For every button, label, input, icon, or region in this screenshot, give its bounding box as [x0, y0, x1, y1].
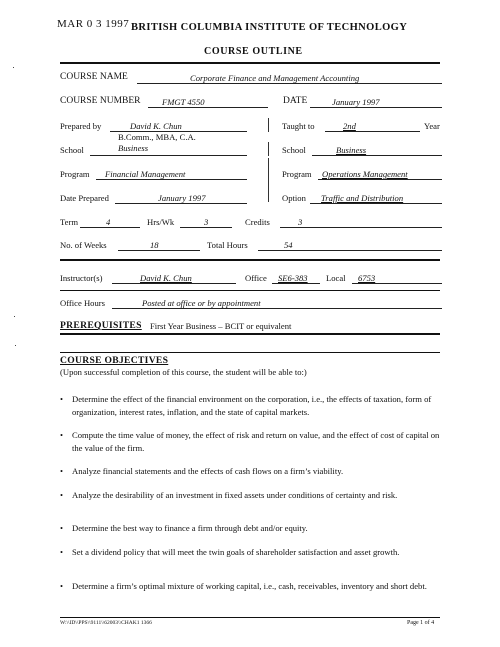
local-label: Local	[326, 273, 346, 283]
objective-text: Compute the time value of money, the effect of risk and return on value, and the effect of cost of capital on the value of the firm.	[72, 430, 440, 453]
objective-item	[60, 546, 440, 559]
hrs-wk-line	[180, 227, 232, 228]
credits-line	[280, 227, 442, 228]
prerequisites-text: First Year Business – BCIT or equivalent	[150, 321, 292, 331]
objective-text: Analyze the desirability of an investment in fixed assets under conditions of certainty and risk.	[72, 490, 398, 500]
objective-item	[60, 429, 440, 455]
school-line-left	[90, 155, 247, 156]
objective-text: Analyze financial statements and the effects of cash flows on a firm’s viability.	[72, 466, 344, 476]
office-label: Office	[245, 273, 267, 283]
objectives-title: COURSE OBJECTIVES	[60, 355, 169, 366]
date-prepared-line	[115, 203, 247, 204]
course-name-value: Corporate Finance and Management Accounting	[190, 73, 360, 83]
school-line-right	[312, 155, 442, 156]
column-divider	[268, 118, 269, 132]
office-line	[272, 283, 320, 284]
office-hours-line	[112, 308, 442, 309]
objective-item	[60, 580, 440, 593]
hrs-wk-value: 3	[204, 217, 209, 227]
objective-text: Determine a firm’s optimal mixture of working capital, i.e., cash, receivables, inventory and short debt.	[72, 581, 427, 591]
prerequisites-label: PREREQUISITES	[60, 320, 142, 331]
program-value-left: Financial Management	[105, 169, 186, 179]
total-hours-value: 54	[284, 240, 293, 250]
date-value: January 1997	[332, 97, 380, 107]
weeks-line	[118, 250, 200, 251]
prepared-by-credentials: B.Comm., MBA, C.A.	[118, 132, 196, 142]
date-line	[310, 107, 442, 108]
date-label: DATE	[283, 96, 308, 106]
option-value: Traffic and Distribution	[321, 193, 404, 203]
year-label: Year	[424, 121, 440, 131]
objective-text: Determine the effect of the financial environment on the corporation, i.e., the effects of taxation, form of organization, interest rates, inflation, and the state of capital markets.	[72, 394, 432, 417]
scan-speck	[14, 316, 15, 317]
section-rule	[60, 290, 440, 291]
bullet-icon: •	[60, 466, 64, 476]
objective-item	[60, 522, 440, 535]
bullet-icon: •	[60, 490, 64, 500]
program-value-right: Operations Management	[322, 169, 408, 179]
bullet-icon: •	[60, 581, 64, 591]
instructor-label: Instructor(s)	[60, 273, 103, 283]
office-hours-value: Posted at office or by appointment	[142, 298, 261, 308]
credits-label: Credits	[245, 217, 270, 227]
prepared-by-name: David K. Chun	[130, 121, 182, 131]
hrs-wk-label: Hrs/Wk	[147, 217, 175, 227]
footer-rule	[60, 617, 440, 618]
section-rule	[60, 259, 440, 261]
prepared-by-label: Prepared by	[60, 121, 102, 131]
local-line	[352, 283, 442, 284]
program-line-left	[96, 179, 247, 180]
option-line	[310, 203, 442, 204]
objective-item	[60, 465, 440, 478]
taught-to-value: 2nd	[343, 121, 356, 131]
taught-to-line	[325, 131, 420, 132]
footer-path: W:\\ID\\PPS\\9111\\62003\\CHAK1 1366	[60, 620, 152, 626]
section-rule	[60, 352, 440, 353]
term-line	[80, 227, 140, 228]
scan-speck	[13, 67, 14, 68]
objective-item	[60, 489, 440, 502]
column-divider	[268, 158, 269, 202]
taught-to-label: Taught to	[282, 121, 315, 131]
course-name-line	[137, 83, 442, 84]
date-prepared-value: January 1997	[158, 193, 206, 203]
weeks-label: No. of Weeks	[60, 240, 107, 250]
term-label: Term	[60, 217, 79, 227]
institution-name: BRITISH COLUMBIA INSTITUTE OF TECHNOLOGY	[131, 22, 408, 33]
program-label-right: Program	[282, 169, 312, 179]
school-value-right: Business	[336, 145, 367, 155]
section-rule	[60, 333, 440, 335]
credits-value: 3	[298, 217, 303, 227]
bullet-icon: •	[60, 547, 64, 557]
course-name-label: COURSE NAME	[60, 72, 128, 82]
objective-item	[60, 393, 440, 419]
option-label: Option	[282, 193, 306, 203]
school-value-left: Business	[118, 143, 149, 153]
office-value: SE6-383	[278, 273, 308, 283]
document-title: COURSE OUTLINE	[204, 46, 303, 57]
program-label-left: Program	[60, 169, 90, 179]
course-number-label: COURSE NUMBER	[60, 96, 141, 106]
total-hours-label: Total Hours	[207, 240, 248, 250]
received-stamp: MAR 0 3 1997	[57, 18, 130, 30]
bullet-icon: •	[60, 394, 64, 404]
instructor-value: David K. Chun	[140, 273, 192, 283]
course-number-value: FMGT 4550	[162, 97, 205, 107]
program-line-right	[318, 179, 442, 180]
school-label-right: School	[282, 145, 306, 155]
bullet-icon: •	[60, 523, 64, 533]
weeks-value: 18	[150, 240, 159, 250]
objective-text: Set a dividend policy that will meet the twin goals of shareholder satisfaction and asset growth.	[72, 547, 400, 557]
local-value: 6753	[358, 273, 376, 283]
total-hours-line	[258, 250, 442, 251]
course-number-line	[148, 107, 268, 108]
office-hours-label: Office Hours	[60, 298, 105, 308]
bullet-icon: •	[60, 430, 64, 440]
page-number: Page 1 of 4	[407, 620, 435, 626]
term-value: 4	[106, 217, 111, 227]
scan-speck	[15, 345, 16, 346]
column-divider	[268, 142, 269, 156]
objectives-intro: (Upon successful completion of this course, the student will be able to:)	[60, 367, 307, 377]
objective-text: Determine the best way to finance a firm through debt and/or equity.	[72, 523, 308, 533]
header-rule	[60, 62, 440, 64]
school-label-left: School	[60, 145, 84, 155]
date-prepared-label: Date Prepared	[60, 193, 109, 203]
instructor-line	[112, 283, 236, 284]
